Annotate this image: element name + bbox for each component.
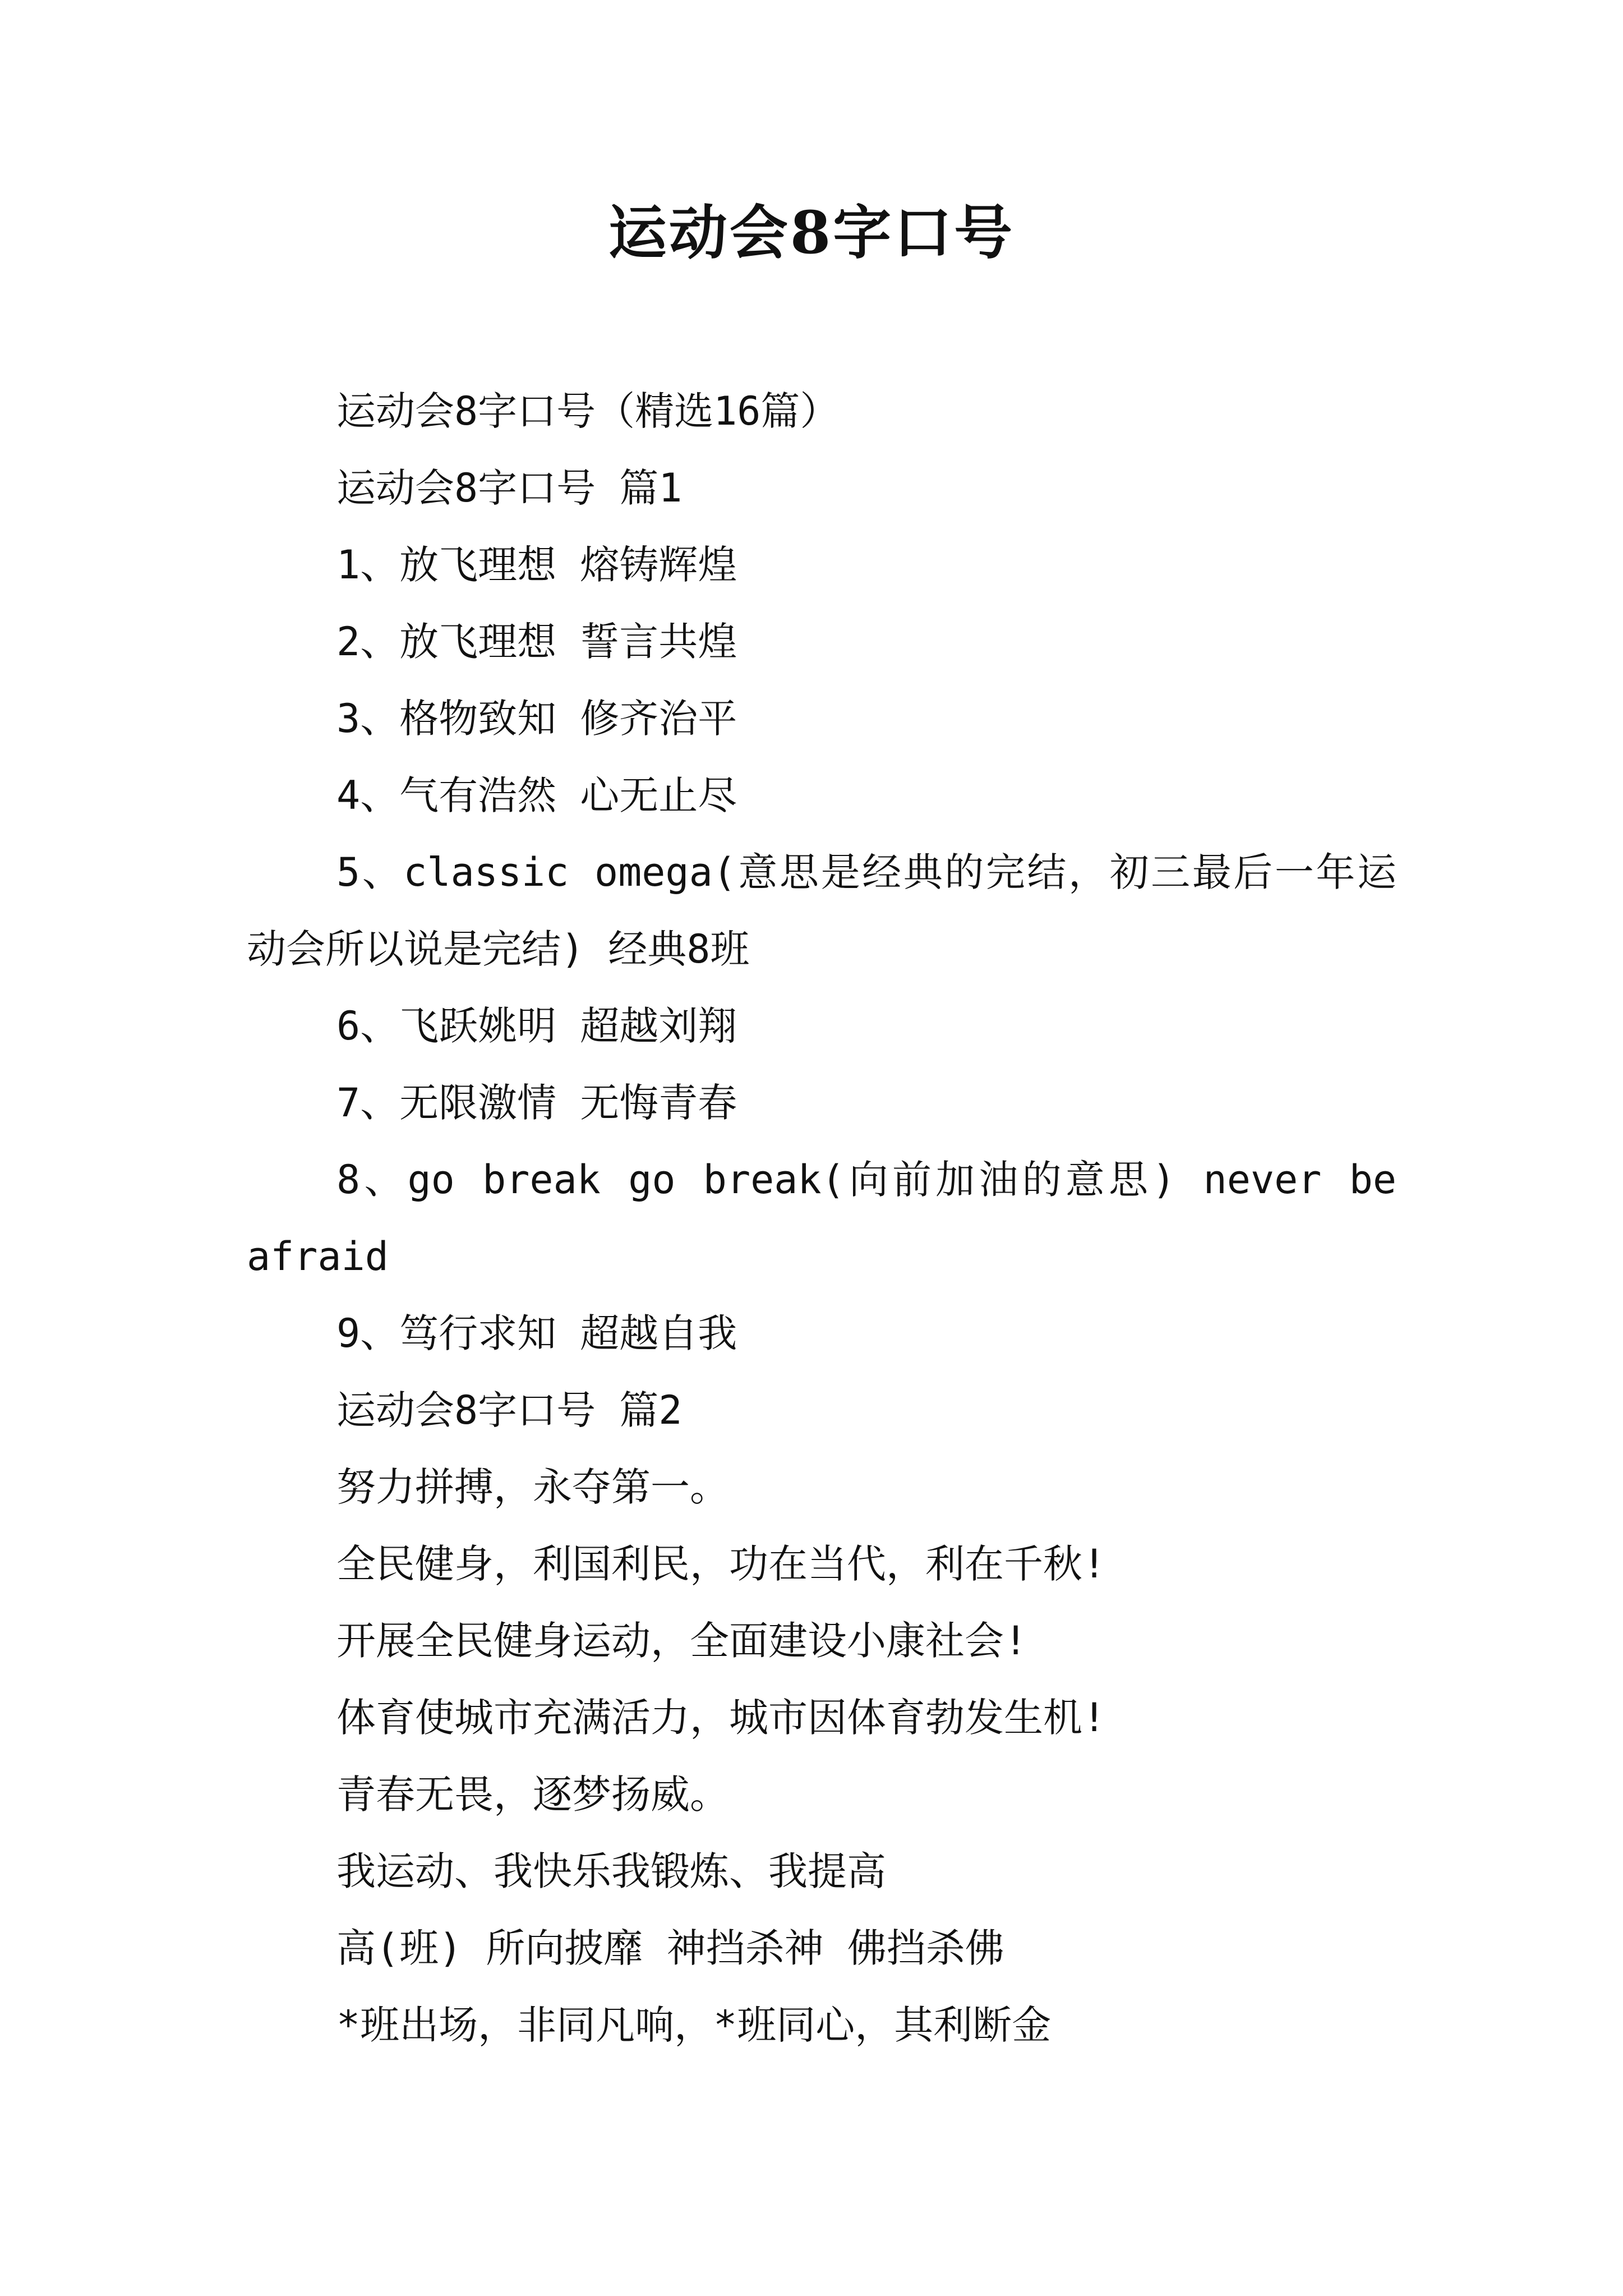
slogan-line: 努力拼搏，永夺第一。 — [336, 1464, 729, 1510]
section-heading-2: 运动会8字口号 篇2 — [336, 1387, 683, 1433]
list-item: 6、飞跃姚明 超越刘翔 — [336, 1003, 737, 1049]
paragraph-subtitle: 运动会8字口号（精选16篇） — [336, 388, 840, 434]
slogan-line: 全民健身，利国利民，功在当代，利在千秋! — [336, 1541, 1106, 1587]
list-item: 2、放飞理想 誓言共煌 — [336, 619, 737, 665]
slogan-line: 高(班) 所向披靡 神挡杀神 佛挡杀佛 — [336, 1925, 1004, 1971]
slogan-line: *班出场，非同凡响，*班同心，其利断金 — [336, 2002, 1052, 2048]
list-item: 1、放飞理想 熔铸辉煌 — [336, 542, 737, 588]
slogan-line: 开展全民健身运动，全面建设小康社会! — [336, 1618, 1028, 1664]
document-title: 运动会8字口号 — [608, 198, 1015, 267]
section-heading-1: 运动会8字口号 篇1 — [336, 465, 683, 511]
document-body — [247, 373, 1396, 2064]
list-item: 3、格物致知 修齐治平 — [336, 696, 737, 742]
slogan-line: 体育使城市充满活力，城市因体育勃发生机! — [336, 1695, 1106, 1741]
list-item: 8、go break go break(向前加油的意思) never be afraid — [247, 1157, 1396, 1280]
slogan-line: 我运动、我快乐我锻炼、我提高 — [336, 1848, 886, 1894]
list-item: 9、笃行求知 超越自我 — [336, 1310, 737, 1356]
list-item: 7、无限激情 无悔青春 — [336, 1080, 737, 1126]
list-item: 5、classic omega(意思是经典的完结，初三最后一年运动会所以说是完结) 经典8班 — [247, 849, 1396, 972]
list-item: 4、气有浩然 心无止尽 — [336, 772, 737, 818]
slogan-line: 青春无畏，逐梦扬威。 — [336, 1772, 729, 1818]
